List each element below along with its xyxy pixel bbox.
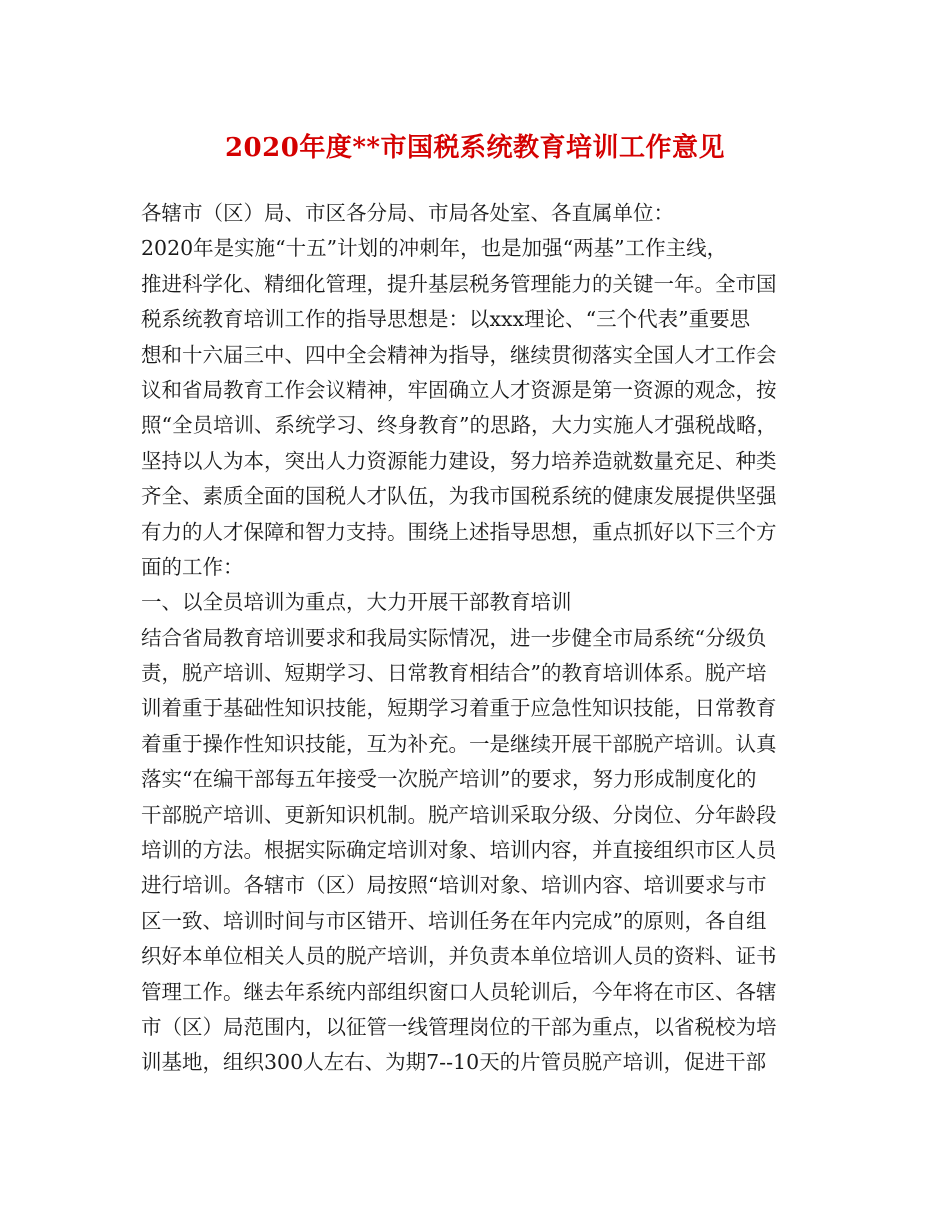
- body-line: 议和省局教育工作会议精神，牢固确立人才资源是第一资源的观念，按: [141, 377, 777, 402]
- body-line: 税系统教育培训工作的指导思想是：以xxx理论、“三个代表”重要思: [141, 307, 751, 332]
- document-title: 2020年度**市国税系统教育培训工作意见: [224, 133, 726, 163]
- body-line: 训着重于基础性知识技能，短期学习着重于应急性知识技能，日常教育: [141, 696, 777, 721]
- body-line: 想和十六届三中、四中全会精神为指导，继续贯彻落实全国人才工作会: [141, 342, 777, 367]
- body-line: 照“全员培训、系统学习、终身教育”的思路，大力实施人才强税战略，: [141, 413, 777, 438]
- body-line: 训基地，组织300人左右、为期7--10天的片管员脱产培训，促进干部: [141, 1050, 767, 1075]
- body-line: 面的工作：: [141, 554, 244, 579]
- body-line: 落实“在编干部每五年接受一次脱产培训”的要求，努力形成制度化的: [141, 767, 757, 792]
- body-line: 坚持以人为本，突出人力资源能力建设，努力培养造就数量充足、种类: [141, 448, 777, 473]
- body-line: 干部脱产培训、更新知识机制。脱产培训采取分级、分岗位、分年龄段: [141, 802, 777, 827]
- body-line: 区一致、培训时间与市区错开、培训任务在年内完成”的原则，各自组: [141, 908, 767, 933]
- body-line: 有力的人才保障和智力支持。围绕上述指导思想，重点抓好以下三个方: [141, 519, 777, 544]
- body-line: 市（区）局范围内，以征管一线管理岗位的干部为重点，以省税校为培: [141, 1014, 777, 1039]
- section-heading: 一、以全员培训为重点，大力开展干部教育培训: [141, 590, 572, 615]
- body-line: 织好本单位相关人员的脱产培训，并负责本单位培训人员的资料、证书: [141, 944, 777, 969]
- body-line: 2020年是实施“十五”计划的冲刺年，也是加强“两基”工作主线，: [141, 236, 728, 261]
- body-line: 培训的方法。根据实际确定培训对象、培训内容，并直接组织市区人员: [141, 838, 777, 863]
- body-line: 进行培训。各辖市（区）局按照“培训对象、培训内容、培训要求与市: [141, 873, 767, 898]
- body-line: 齐全、素质全面的国税人才队伍，为我市国税系统的健康发展提供坚强: [141, 484, 777, 509]
- document-body: [141, 196, 821, 1081]
- body-line: 结合省局教育培训要求和我局实际情况，进一步健全市局系统“分级负: [141, 625, 767, 650]
- body-line: 管理工作。继去年系统内部组织窗口人员轮训后，今年将在市区、各辖: [141, 979, 777, 1004]
- body-line: 责，脱产培训、短期学习、日常教育相结合”的教育培训体系。脱产培: [141, 661, 767, 686]
- body-line: 各辖市（区）局、市区各分局、市局各处室、各直属单位：: [141, 201, 674, 225]
- body-line: 着重于操作性知识技能，互为补充。一是继续开展干部脱产培训。认真: [141, 731, 777, 756]
- body-line: 推进科学化、精细化管理，提升基层税务管理能力的关键一年。全市国: [141, 271, 777, 296]
